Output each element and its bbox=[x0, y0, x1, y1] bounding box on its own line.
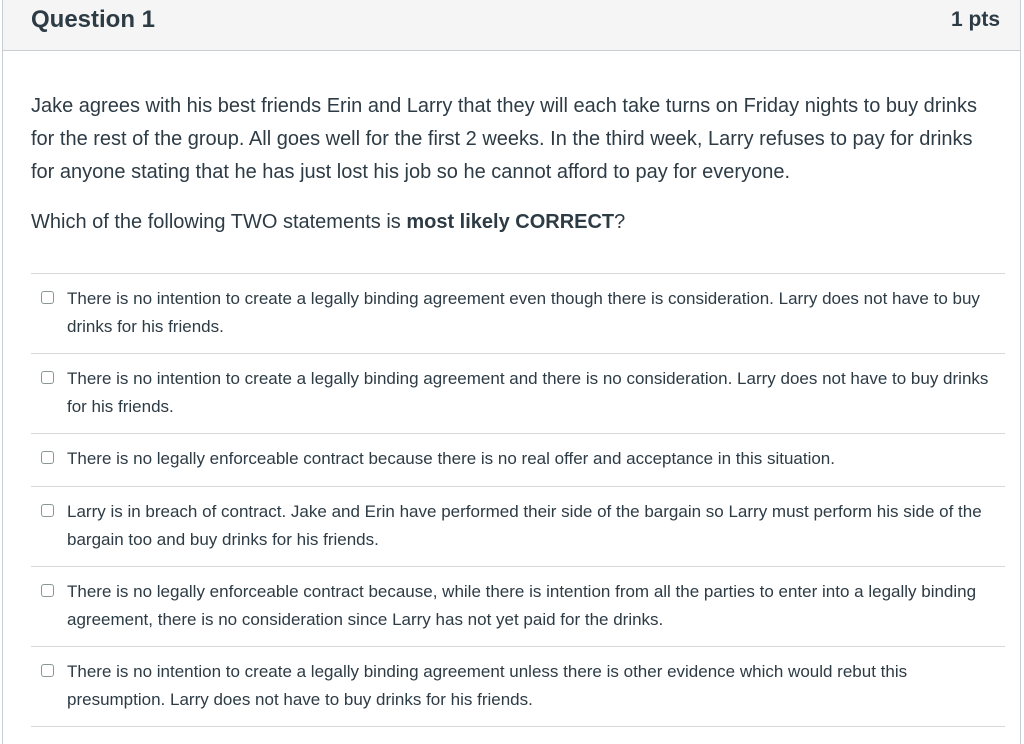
prompt-text: Which of the following TWO statements is bbox=[31, 211, 407, 233]
answer-checkbox[interactable] bbox=[41, 504, 54, 517]
prompt-end: ? bbox=[614, 211, 626, 233]
question-title: Question 1 bbox=[31, 6, 156, 33]
prompt-emphasis: most likely CORRECT bbox=[406, 211, 615, 233]
question-header bbox=[3, 0, 1020, 51]
question-text bbox=[31, 90, 997, 239]
answer-option-5[interactable] bbox=[31, 567, 1005, 647]
answer-option-1[interactable] bbox=[31, 274, 1005, 354]
answer-checkbox[interactable] bbox=[41, 664, 54, 677]
answer-label[interactable]: There is no intention to create a legally binding agreement unless there is other evidence which would rebut this presumption. Larry does not have to buy drinks for his friends. bbox=[67, 662, 908, 709]
answer-label[interactable]: Larry is in breach of contract. Jake and Erin have performed their side of the bargain so Larry must perform his side of the bargain too and buy drinks for his friends. bbox=[67, 502, 982, 549]
answer-label[interactable]: There is no legally enforceable contract because, while there is intention from all the parties to enter into a legally binding agreement, there is no consideration since Larry has not yet paid for the drinks. bbox=[67, 582, 977, 629]
question-card bbox=[2, 0, 1021, 744]
question-prompt bbox=[31, 206, 997, 239]
answer-list bbox=[31, 273, 1005, 727]
answer-checkbox[interactable] bbox=[41, 451, 54, 464]
answer-checkbox[interactable] bbox=[41, 291, 54, 304]
answer-option-4[interactable] bbox=[31, 487, 1005, 567]
answer-label[interactable]: There is no intention to create a legally binding agreement and there is no consideration. Larry does not have to buy drinks for his friends. bbox=[67, 369, 989, 416]
answer-checkbox[interactable] bbox=[41, 371, 54, 384]
question-stem: Jake agrees with his best friends Erin and Larry that they will each take turns on Friday nights to buy drinks for the rest of the group. All goes well for the first 2 weeks. In the third week, Larry refuses to pay for drinks for anyone stating that he has just lost his job so he cannot afford to pay for everyone. bbox=[31, 95, 978, 183]
answer-checkbox[interactable] bbox=[41, 584, 54, 597]
answer-label[interactable]: There is no legally enforceable contract because there is no real offer and acceptance in this situation. bbox=[67, 449, 835, 468]
answer-option-6[interactable] bbox=[31, 647, 1005, 727]
answer-label[interactable]: There is no intention to create a legally binding agreement even though there is consideration. Larry does not have to buy drinks for his friends. bbox=[67, 289, 980, 336]
answer-option-2[interactable] bbox=[31, 354, 1005, 434]
question-points: 1 pts bbox=[950, 8, 1000, 31]
answer-option-3[interactable] bbox=[31, 434, 1005, 487]
